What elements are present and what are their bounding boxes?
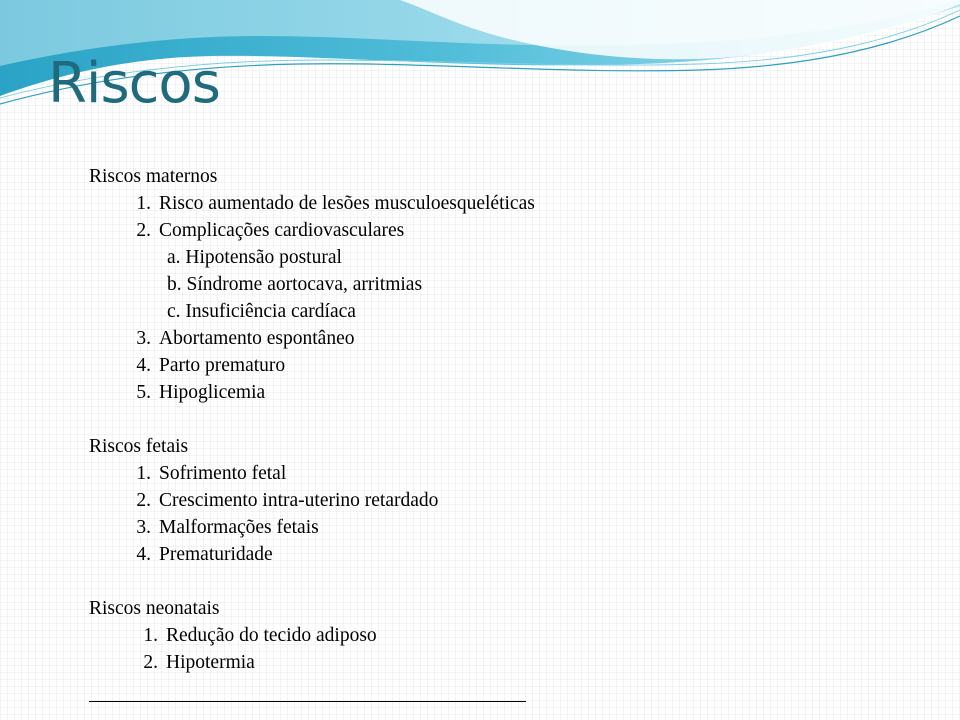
item-number: 4. xyxy=(136,355,151,376)
list-item xyxy=(89,379,789,406)
risks-list xyxy=(89,163,789,676)
item-number: 1. xyxy=(143,625,158,646)
item-text: Redução do tecido adiposo xyxy=(166,625,377,646)
item-text: Crescimento intra-uterino retardado xyxy=(159,490,439,511)
list-item xyxy=(89,487,789,514)
item-text: Risco aumentado de lesões musculoesqueléticas xyxy=(159,193,535,214)
item-number: 1. xyxy=(136,193,151,214)
list-item xyxy=(89,541,789,568)
item-number: 4. xyxy=(136,544,151,565)
item-text: Prematuridade xyxy=(159,544,273,565)
footnote-rule xyxy=(89,701,526,702)
item-number: 3. xyxy=(136,328,151,349)
item-text: Hipotermia xyxy=(166,652,255,673)
spacer xyxy=(89,406,789,433)
item-text: Malformações fetais xyxy=(159,517,319,538)
sub-item: c. Insuficiência cardíaca xyxy=(167,301,356,322)
item-text: Abortamento espontâneo xyxy=(159,328,355,349)
section-heading-fetais: Riscos fetais xyxy=(89,436,189,457)
list-item xyxy=(89,352,789,379)
item-text: Sofrimento fetal xyxy=(159,463,287,484)
list-item xyxy=(89,649,789,676)
item-number: 5. xyxy=(136,382,151,403)
item-text: Hipoglicemia xyxy=(159,382,266,403)
item-number: 2. xyxy=(136,220,151,241)
list-item xyxy=(89,622,789,649)
item-text: Complicações cardiovasculares xyxy=(159,220,405,241)
list-item xyxy=(89,514,789,541)
section-heading-maternos: Riscos maternos xyxy=(89,166,218,187)
item-number: 2. xyxy=(136,490,151,511)
item-number: 2. xyxy=(143,652,158,673)
sub-item: b. Síndrome aortocava, arritmias xyxy=(167,274,423,295)
list-item xyxy=(89,460,789,487)
section-heading-neonatais: Riscos neonatais xyxy=(89,598,220,619)
item-number: 3. xyxy=(136,517,151,538)
item-number: 1. xyxy=(136,463,151,484)
list-item xyxy=(89,190,789,217)
list-item xyxy=(89,217,789,244)
item-text: Parto prematuro xyxy=(159,355,286,376)
spacer xyxy=(89,568,789,595)
slide-title: Riscos xyxy=(48,51,220,116)
list-item xyxy=(89,325,789,352)
sub-item: a. Hipotensão postural xyxy=(167,247,342,268)
